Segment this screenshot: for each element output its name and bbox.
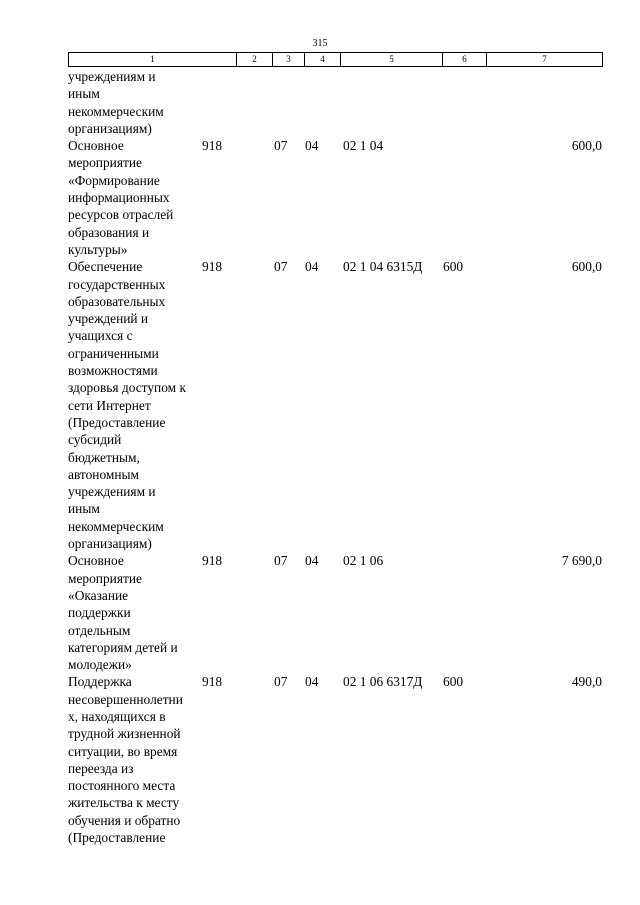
item-name: Основное мероприятие «Формирование информационных ресурсов отраслей образования и культуры»	[68, 138, 174, 257]
item-name: Обеспечение государственных образовательных учреждений и учащихся с ограниченными возможностями здоровья доступом к сети Интернет (Предоставление субсидий бюджетным, автономным учреждениям и иным некоммерческим организациям)	[68, 259, 186, 552]
table-row	[68, 673, 602, 846]
item-name: Основное мероприятие «Оказание поддержки отдельным категориям детей и молодежи»	[68, 553, 178, 673]
section-code: 07	[274, 138, 288, 154]
column-number-1: 1	[69, 53, 237, 67]
department-code: 918	[202, 674, 223, 690]
subsection-code: 04	[305, 553, 319, 569]
column-number-3: 3	[273, 53, 305, 67]
expense-type-code: 600	[443, 259, 464, 275]
column-number-7: 7	[487, 53, 603, 67]
table-row	[68, 68, 602, 137]
department-code: 918	[202, 138, 223, 154]
target-article-code: 02 1 06	[343, 553, 384, 569]
target-article-code: 02 1 06 6317Д	[343, 674, 423, 690]
subsection-code: 04	[305, 259, 319, 275]
budget-table-body	[68, 68, 602, 846]
item-name: учреждениям и иным некоммерческим организациям)	[68, 69, 164, 136]
target-article-code: 02 1 04 6315Д	[343, 259, 423, 275]
column-number-6: 6	[443, 53, 487, 67]
column-number-5: 5	[341, 53, 443, 67]
amount: 600,0	[571, 138, 602, 154]
column-number-4: 4	[305, 53, 341, 67]
column-number-2: 2	[237, 53, 273, 67]
department-code: 918	[202, 553, 223, 569]
page-number: 315	[312, 38, 328, 49]
column-header-table	[68, 52, 603, 67]
table-row	[68, 258, 602, 552]
subsection-code: 04	[305, 138, 319, 154]
amount: 490,0	[571, 674, 602, 690]
expense-type-code: 600	[443, 674, 464, 690]
target-article-code: 02 1 04	[343, 138, 384, 154]
table-row	[68, 552, 602, 673]
item-name: Поддержка несовершеннолетни х, находящихся в трудной жизненной ситуации, во время переезда из постоянного места жительства к месту обучения и обратно (Предоставление	[68, 674, 183, 846]
section-code: 07	[274, 553, 288, 569]
subsection-code: 04	[305, 674, 319, 690]
column-header-row	[69, 53, 603, 67]
department-code: 918	[202, 259, 223, 275]
amount: 7 690,0	[561, 553, 602, 569]
table-row	[68, 137, 602, 258]
amount: 600,0	[571, 259, 602, 275]
section-code: 07	[274, 259, 288, 275]
section-code: 07	[274, 674, 288, 690]
